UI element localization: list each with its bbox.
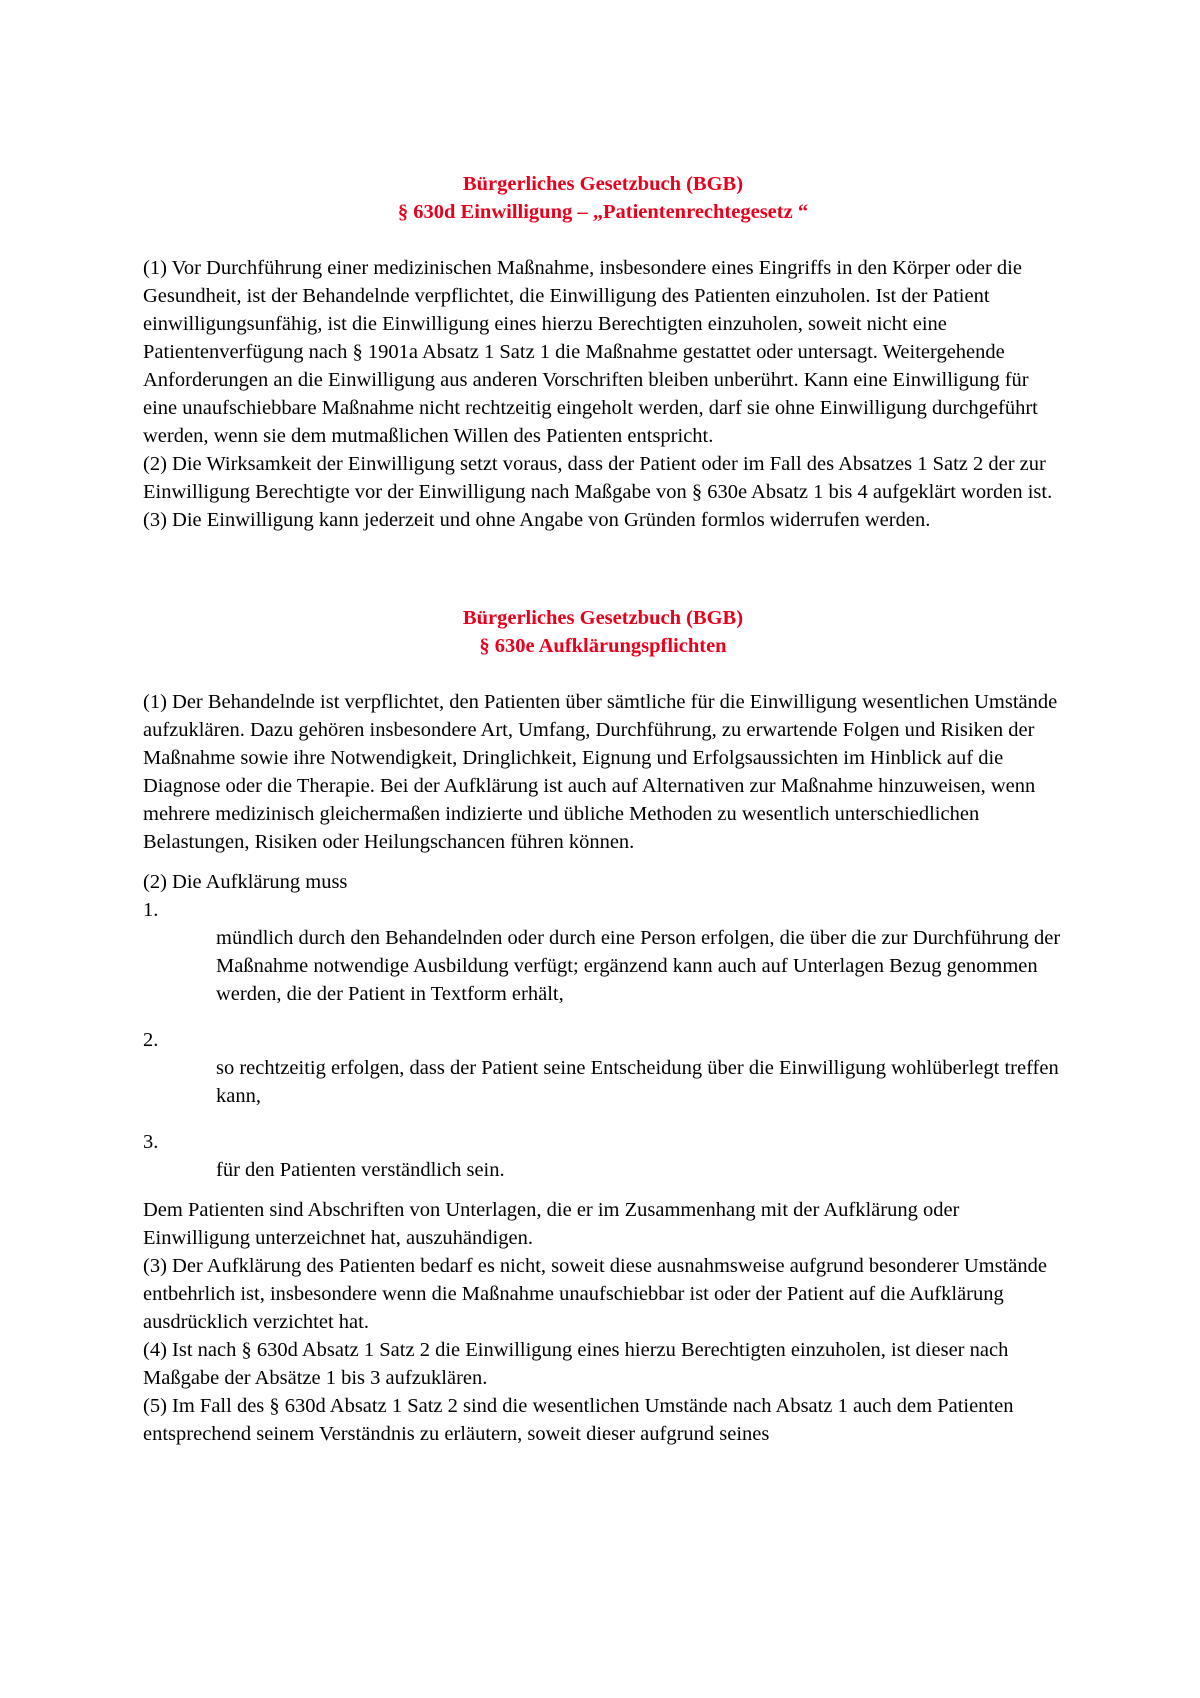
section-630d-title-line2: § 630d Einwilligung – „Patientenrechtegesetz “ [397,201,809,223]
section-630d-heading [143,170,1063,226]
section-630e-paragraph-5: (5) Im Fall des § 630d Absatz 1 Satz 2 sind die wesentlichen Umstände nach Absatz 1 auch dem Patienten entsprechend seinem Verständnis zu erläutern, soweit dieser aufgrund seines [143,1395,1014,1445]
list-item [143,1128,1063,1184]
section-630e-paragraph-4: (4) Ist nach § 630d Absatz 1 Satz 2 die Einwilligung eines hierzu Berechtigten einzuholen, ist dieser nach Maßgabe der Absätze 1 bis 3 aufzuklären. [143,1339,1009,1389]
section-630d-paragraph-2: (2) Die Wirksamkeit der Einwilligung setzt voraus, dass der Patient oder im Fall des Absatzes 1 Satz 2 der zur Einwilligung Berechtigte vor der Einwilligung nach Maßgabe von § 630e Absatz 1 bis 4 aufgeklärt worden ist. [143,453,1053,503]
list-item [143,1026,1063,1110]
section-630e-paragraph-3: (3) Der Aufklärung des Patienten bedarf es nicht, soweit diese ausnahmsweise aufgrund besonderer Umstände entbehrlich ist, insbesondere wenn die Maßnahme unaufschiebbar ist oder der Patient auf die Aufklärung ausdrücklich verzichtet hat. [143,1255,1048,1333]
section-630e-title-line2: § 630e Aufklärungspflichten [479,635,727,657]
section-630e-paragraph-2-intro: (2) Die Aufklärung muss [143,871,348,893]
section-630e-title-line1: Bürgerliches Gesetzbuch (BGB) [462,607,744,629]
section-630e-paragraph-2-after: Dem Patienten sind Abschriften von Unterlagen, die er im Zusammenhang mit der Aufklärung oder Einwilligung unterzeichnet hat, auszuhändigen. [143,1199,960,1249]
list-item-text: mündlich durch den Behandelnden oder durch eine Person erfolgen, die über die zur Durchführung der Maßnahme notwendige Ausbildung verfügt; ergänzend kann auch auf Unterlagen Bezug genommen werden, die der Patient in Textform erhält, [216,927,1061,1005]
section-630e-heading [143,604,1063,660]
section-630e-list [143,896,1063,1184]
section-630d-paragraph-1: (1) Vor Durchführung einer medizinischen Maßnahme, insbesondere eines Eingriffs in den Körper oder die Gesundheit, ist der Behandelnde verpflichtet, die Einwilligung des Patienten einzuholen. Ist der Patient einwilligungsunfähig, ist die Einwilligung eines hierzu Berechtigten einzuholen, soweit nicht eine Patientenverfügung nach § 1901a Absatz 1 Satz 1 die Maßnahme gestattet oder untersagt. Weitergehende Anforderungen an die Einwilligung aus anderen Vorschriften bleiben unberührt. Kann eine Einwilligung für eine unaufschiebbare Maßnahme nicht rechtzeitig eingeholt werden, darf sie ohne Einwilligung durchgeführt werden, wenn sie dem mutmaßlichen Willen des Patienten entspricht. [143,257,1038,447]
section-630d-paragraph-3: (3) Die Einwilligung kann jederzeit und ohne Angabe von Gründen formlos widerrufen werden. [143,509,931,531]
document-page [143,170,1063,1448]
list-item-number: 2. [143,1029,159,1051]
list-item-number: 3. [143,1131,159,1153]
section-630e-paragraph-1: (1) Der Behandelnde ist verpflichtet, den Patienten über sämtliche für die Einwilligung wesentlichen Umstände aufzuklären. Dazu gehören insbesondere Art, Umfang, Durchführung, zu erwartende Folgen und Risiken der Maßnahme sowie ihre Notwendigkeit, Dringlichkeit, Eignung und Erfolgsaussichten im Hinblick auf die Diagnose oder die Therapie. Bei der Aufklärung ist auch auf Alternativen zur Maßnahme hinzuweisen, wenn mehrere medizinisch gleichermaßen indizierte und übliche Methoden zu wesentlich unterschiedlichen Belastungen, Risiken oder Heilungschancen führen können. [143,691,1058,853]
list-item-number: 1. [143,899,159,921]
list-item [143,896,1063,1008]
list-item-text: für den Patienten verständlich sein. [216,1159,505,1181]
section-630d-title-line1: Bürgerliches Gesetzbuch (BGB) [462,173,744,195]
list-item-text: so rechtzeitig erfolgen, dass der Patient seine Entscheidung über die Einwilligung wohlüberlegt treffen kann, [216,1057,1059,1107]
